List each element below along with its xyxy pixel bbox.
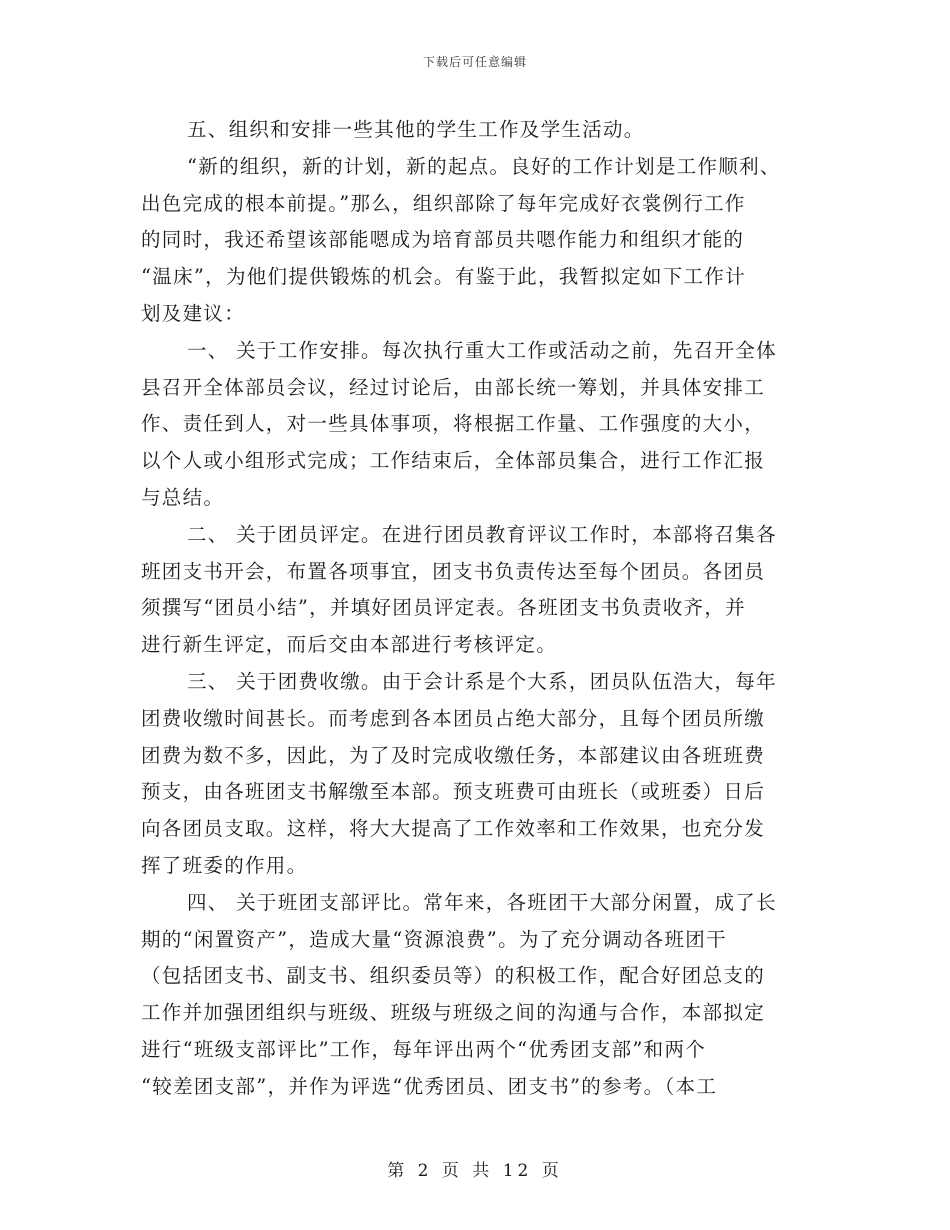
paragraph-line: （包括团支书、副支书、组织委员等）的积极工作，配合好团总支的 xyxy=(141,964,766,988)
paragraph-line: “较差团支部”，并作为评选“优秀团员、团支书”的参考。（本工 xyxy=(141,1074,718,1098)
paragraph-line: 五、组织和安排一些其他的学生工作及学生活动。 xyxy=(187,118,645,141)
paragraph-line: “新的组织，新的计划，新的起点。良好的工作计划是工作顺利、 xyxy=(187,154,781,178)
paragraph-line: 作、责任到人，对一些具体事项，将根据工作量、工作强度的大小， xyxy=(141,412,766,436)
document-body xyxy=(141,112,813,1106)
paragraph-line: 以个人或小组形式完成；工作结束后，全体部员集合，进行工作汇报 xyxy=(141,449,766,473)
paragraph-line: 预支，由各班团支书解缴至本部。预支班费可由班长（或班委）日后 xyxy=(141,780,766,804)
paragraph-line: 四、 关于班团支部评比。常年来，各班团干大部分闲置，成了长 xyxy=(187,890,777,914)
paragraph-line: 班团支书开会，布置各项事宜，团支书负责传达至每个团员。各团员 xyxy=(141,559,766,583)
paragraph-line: 划及建议： xyxy=(141,301,246,325)
paragraph-line: 挥了班委的作用。 xyxy=(141,853,308,877)
download-note-header: 下载后可任意编辑 xyxy=(422,55,527,69)
paragraph-line: 出色完成的根本前提。”那么，组织部除了每年完成好衣裳例行工作 xyxy=(141,191,746,215)
page-number-footer: 第 2 页 共 12 页 xyxy=(387,1161,563,1181)
paragraph-line: “温床”，为他们提供锻炼的机会。有鉴于此，我暂拟定如下工作计 xyxy=(141,265,746,289)
paragraph-line: 团费收缴时间甚长。而考虑到各本团员占绝大部分，且每个团员所缴 xyxy=(141,706,766,730)
paragraph-line: 进行“班级支部评比”工作，每年评出两个“优秀团支部”和两个 xyxy=(141,1037,707,1061)
paragraph-line: 一、 关于工作安排。每次执行重大工作或活动之前，先召开全体 xyxy=(187,338,777,362)
paragraph-line: 与总结。 xyxy=(141,485,225,509)
paragraph-line: 向各团员支取。这样，将大大提高了工作效率和工作效果，也充分发 xyxy=(141,817,766,841)
paragraph-line: 团费为数不多，因此，为了及时完成收缴任务，本部建议由各班班费 xyxy=(141,743,766,767)
paragraph-line: 二、 关于团员评定。在进行团员教育评议工作时，本部将召集各 xyxy=(187,522,777,546)
paragraph-line: 的同时，我还希望该部能嗯成为培育部员共嗯作能力和组织才能的 xyxy=(141,228,745,252)
paragraph-line: 工作并加强团组织与班级、班级与班级之间的沟通与合作，本部拟定 xyxy=(141,1001,766,1025)
paragraph-line: 期的“闲置资产”，造成大量“资源浪费”。为了充分调动各班团干 xyxy=(141,927,727,951)
paragraph-line: 须撰写“团员小结”，并填好团员评定表。各班团支书负责收齐，并 xyxy=(141,596,746,620)
paragraph-line: 三、 关于团费收缴。由于会计系是个大系，团员队伍浩大，每年 xyxy=(187,669,777,693)
paragraph-line: 进行新生评定，而后交由本部进行考核评定。 xyxy=(141,633,558,657)
paragraph-line: 县召开全体部员会议，经过讨论后，由部长统一筹划，并具体安排工 xyxy=(141,375,766,399)
